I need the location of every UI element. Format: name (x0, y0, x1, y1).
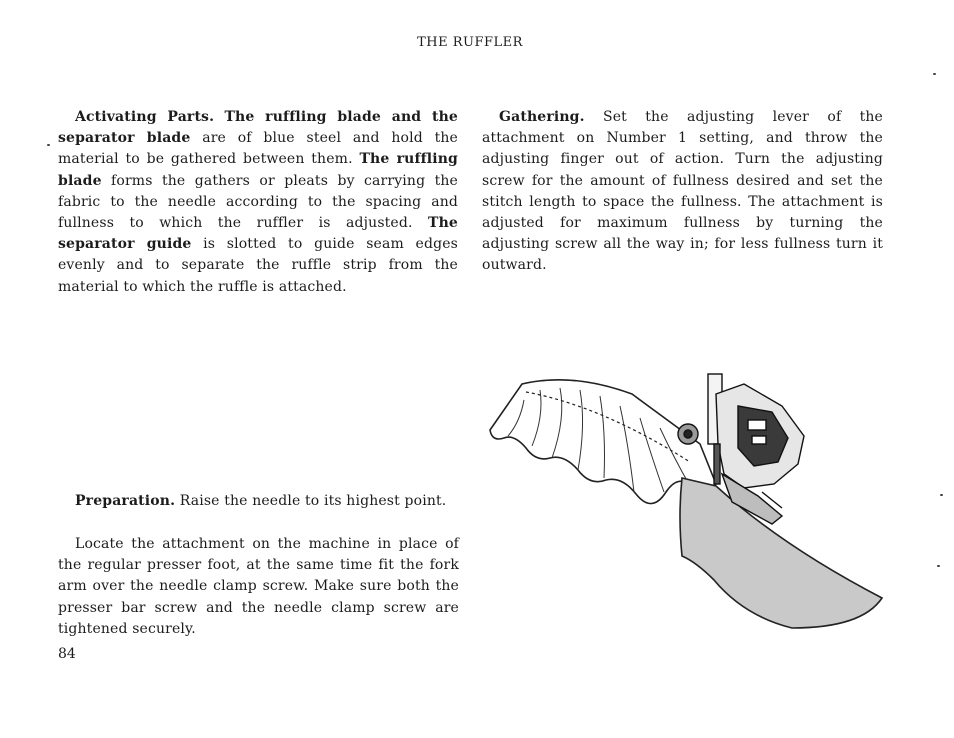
ruffler-illustration (482, 366, 892, 636)
gathering-heading: Gathering. (499, 109, 585, 125)
gathering-paragraph (482, 107, 883, 277)
activating-parts-heading: Activating Parts. (75, 109, 215, 125)
activating-text-3: is slotted to guide seam edges evenly and to separate the ruffle strip from the material to which the ruffle is attached. (58, 236, 458, 295)
preparation-heading: Preparation. (75, 493, 176, 509)
margin-speck (47, 144, 50, 146)
activating-text-1: are of blue steel and hold the material to be gathered between them. (58, 130, 458, 168)
gathering-text: Set the adjusting lever of the attachment on Number 1 setting, and throw the adjusting finger out of action. Turn the adjusting screw for the amount of fullness desired and set the stitch length to space the fullness. The attachment is adjusted for maximum fullness by turning the adjusting screw all the way in; for less fullness turn it outward. (482, 109, 883, 274)
margin-speck (937, 565, 940, 567)
page-number: 84 (58, 646, 76, 662)
locate-attachment-paragraph: Locate the attachment on the machine in place of the regular presser foot, at the same time fit the fork arm over the needle clamp screw. Make sure both the presser bar screw and the needle clamp screw are tightened securely. (58, 536, 459, 637)
activating-parts-paragraph (58, 107, 458, 298)
preparation-text: Raise the needle to its highest point. (175, 493, 447, 509)
activating-space (214, 109, 224, 125)
separator-guide-term: The separator guide (58, 215, 458, 253)
ruffling-separator-blade-term: The ruffling blade and the separator blade (58, 109, 458, 147)
ruffling-blade-term: The ruffling blade (58, 151, 458, 189)
margin-speck (940, 494, 943, 496)
preparation-paragraph (75, 491, 465, 512)
margin-speck (933, 73, 936, 75)
activating-text-2: forms the gathers or pleats by carrying the fabric to the needle according to the spacing and fullness to which the ruffler is adjusted. (58, 172, 458, 232)
page-title: THE RUFFLER (417, 35, 523, 50)
main-fabric (680, 478, 882, 628)
